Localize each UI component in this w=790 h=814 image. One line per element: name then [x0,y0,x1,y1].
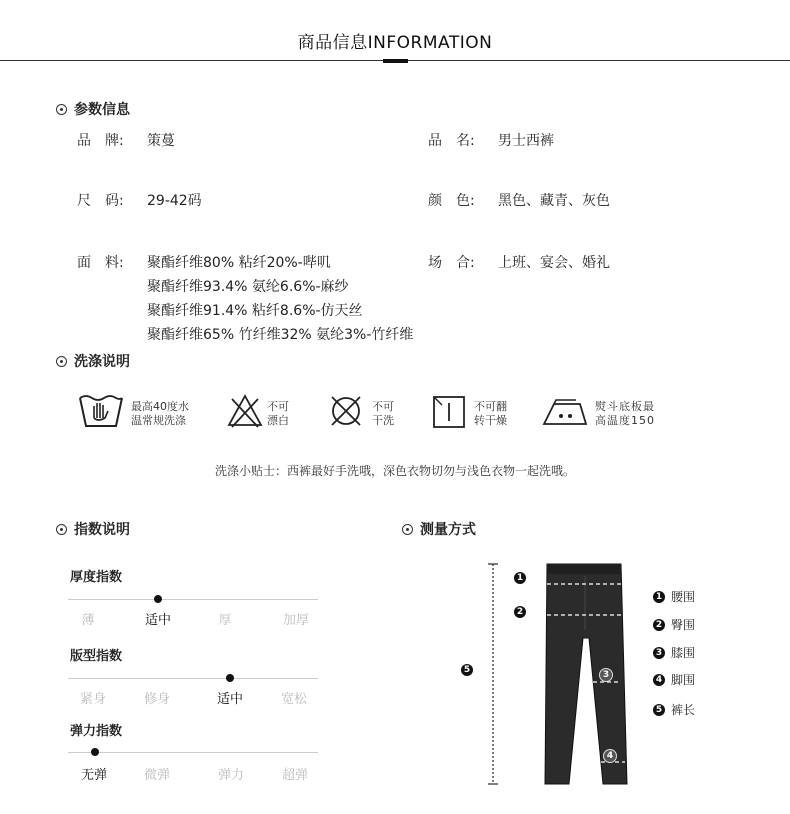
legend-number: 2 [653,619,665,631]
legend-label: 膝围 [671,646,696,660]
wash-text-line: 不可翻 [474,400,507,413]
legend-ankle [653,671,695,688]
param-occasion-value: 上班、宴会、婚礼 [498,255,610,271]
thickness-index-marker [154,595,162,603]
fabric-line: 聚酯纤维80% 粘纤20%-哔叽 [147,255,331,271]
param-occasion [428,252,610,272]
wash-item-text [474,400,507,428]
wash-item-text [372,400,394,428]
no-bleach-icon [226,393,264,429]
wash-section-title [56,351,130,371]
wash-text-line: 温常规洗涤 [131,414,186,427]
wash-text-line: 最高40度水 [131,400,189,413]
param-fabric-label-row [77,252,147,272]
fit-option: 宽松 [280,692,307,707]
param-brand-label: 品 牌: [77,133,124,149]
legend-label: 腰围 [671,590,696,604]
wash-item-text [267,400,289,428]
wash-text-line: 转干燥 [474,414,507,427]
wash-text-line: 不可 [267,400,289,413]
thickness-index-track [68,599,318,600]
param-brand [77,130,175,150]
thickness-option: 薄 [81,613,95,628]
target-icon [56,524,67,535]
param-size-value: 29-42码 [147,193,202,209]
legend-waist [653,588,695,605]
measure-title-text: 测量方式 [420,522,476,538]
thickness-option: 加厚 [282,613,309,628]
param-brand-value: 策蔓 [147,133,175,149]
legend-label: 脚围 [671,673,696,687]
marker-length: 5 [461,664,473,676]
param-name [428,130,554,150]
param-color-label: 颜 色: [428,193,475,209]
wash-40-icon [78,392,124,430]
fit-index-track [68,678,318,679]
stretch-option-selected: 无弹 [80,768,107,783]
index-section-title [56,519,130,539]
stretch-option: 弹力 [217,768,244,783]
page-title: 商品信息INFORMATION [297,33,493,53]
thickness-index-label: 厚度指数 [70,570,123,585]
thickness-option-selected: 适中 [144,613,171,628]
target-icon [56,104,67,115]
param-fabric-label: 面 料: [77,255,124,271]
no-dryclean-icon [327,393,365,429]
fit-option: 紧身 [79,692,106,707]
legend-number: 3 [653,647,665,659]
stretch-index-label: 弹力指数 [70,724,123,739]
legend-hip [653,616,695,633]
stretch-index-track [68,752,318,753]
marker-ankle: 4 [603,749,617,763]
wash-item-text [595,400,655,428]
fit-option-selected: 适中 [216,692,243,707]
index-title-text: 指数说明 [74,522,130,538]
stretch-option: 微弹 [143,768,170,783]
no-tumble-dry-icon [432,395,468,429]
legend-label: 臀围 [671,618,696,632]
param-name-value: 男士西裤 [498,133,554,149]
measure-section-title [402,519,476,539]
wash-text-line: 高温度150 [595,414,655,427]
param-color-value: 黑色、藏青、灰色 [498,193,610,209]
fabric-line: 聚酯纤维93.4% 氨纶6.6%-麻纱 [147,279,349,295]
legend-length [653,701,695,718]
iron-150-icon [540,396,590,428]
wash-text-line: 干洗 [372,414,394,427]
wash-text-line: 不可 [372,400,394,413]
param-size [77,190,202,210]
param-color [428,190,610,210]
wash-tip: 洗涤小贴士：西裤最好手洗哦，深色衣物切勿与浅色衣物一起洗哦。 [214,464,575,478]
legend-number: 4 [653,674,665,686]
fit-option: 修身 [143,692,170,707]
legend-knee [653,644,695,661]
stretch-index-marker [91,748,99,756]
target-icon [402,524,413,535]
legend-number: 5 [653,704,665,716]
fit-index-marker [226,674,234,682]
wash-text-line: 熨斗底板最 [595,400,655,413]
stretch-option: 超弹 [281,768,308,783]
marker-waist: 1 [514,572,526,584]
param-size-label: 尺 码: [77,193,124,209]
thickness-option: 厚 [218,613,232,628]
params-title-text: 参数信息 [74,102,130,118]
wash-item-text [131,400,189,428]
fabric-line: 聚酯纤维65% 竹纤维32% 氨纶3%-竹纤维 [147,327,414,343]
params-section-title [56,99,130,119]
param-name-label: 品 名: [428,133,475,149]
marker-hip: 2 [514,606,526,618]
fabric-line: 聚酯纤维91.4% 粘纤8.6%-仿天丝 [147,303,363,319]
legend-number: 1 [653,591,665,603]
marker-knee: 3 [599,668,613,682]
wash-text-line: 漂白 [267,414,289,427]
target-icon [56,356,67,367]
param-occasion-label: 场 合: [428,255,475,271]
legend-label: 裤长 [671,703,696,717]
fit-index-label: 版型指数 [70,649,123,664]
header-accent-bar [383,59,408,63]
wash-title-text: 洗涤说明 [74,354,130,370]
